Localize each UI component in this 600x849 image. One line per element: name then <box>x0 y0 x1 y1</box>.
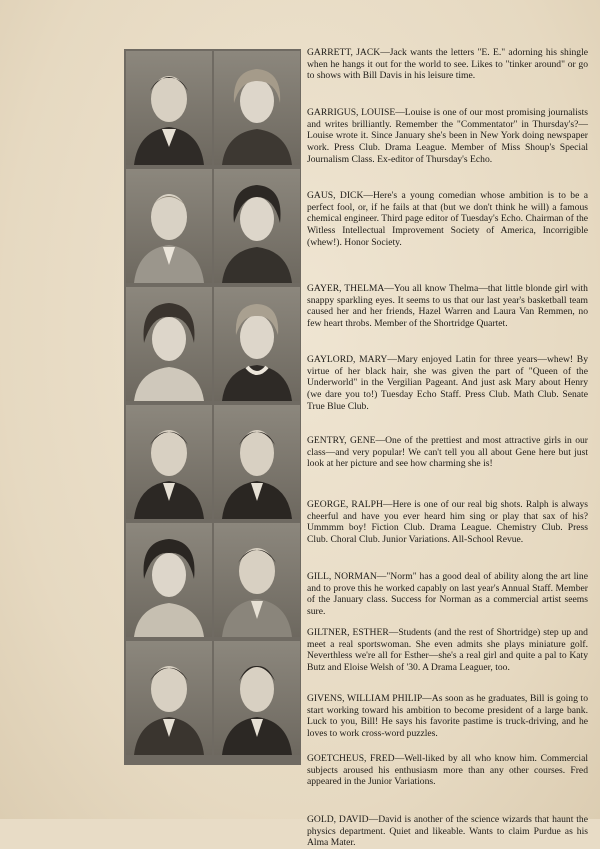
biography-entry: GAUS, DICK—Here's a young comedian whose ambition is to be a perfect fool, or, if he fails at that (but we don't think he will) a famous chemical engineer. Third page editor of Tuesday's Echo. Chairman of the Witless Intellectual Improvement Society of America, Incorrigible (whew!). Honor Society. <box>307 190 588 248</box>
biography-entry: GOETCHEUS, FRED—Well-liked by all who know him. Commercial subjects aroused his enthusiasm more than any other courses. Fred appeared in the Junior Variations. <box>307 753 588 788</box>
biography-entry: GARRETT, JACK—Jack wants the letters "E. E." adorning his shingle when he hangs it out for the world to see. Likes to "tinker around" or go to shows with Bill Davis in his leisure time. <box>307 47 589 82</box>
student-name: GILTNER, ESTHER <box>307 627 389 638</box>
portrait-photo <box>126 523 212 637</box>
biography-text: Jack wants the letters "E. E." adorning his shingle when he hangs it out for the world to see. Likes to "tinker around" or go to shows with Bill Davis in his leisure time. <box>307 47 589 82</box>
biography-entry: GIVENS, WILLIAM PHILIP—As soon as he graduates, Bill is going to start working toward his ambition to become president of a large bank. Luck to you, Bill! He says his favorite pastime is truck-driving, and he loves to work cross-word puzzles. <box>307 693 589 740</box>
portrait-photo <box>126 405 212 519</box>
biography-text: Well-liked by all who know him. Commercial subjects aroused his enthusiasm more than any other courses. Fred appeared in the Junior Variations. <box>307 753 588 788</box>
student-name: GOETCHEUS, FRED <box>307 753 395 764</box>
portrait-photo <box>214 523 300 637</box>
biography-entry: GILL, NORMAN—"Norm" has a good deal of ability along the art line and to prove this he worked capably on last year's Annual Staff. Member of the January class. Success for Norman as a commercial artist seems sure. <box>307 571 588 618</box>
biography-text: You all know Thelma—that little blonde girl with snappy sparkling eyes. It seems to us that our last year's basketball team caused her and her friends, Hazel Warren and Laura Van Remmen, no few heart throbs. Member of the Shortridge Quartet. <box>307 283 588 330</box>
biography-entry: GAYER, THELMA—You all know Thelma—that little blonde girl with snappy sparkling eyes. It seems to us that our last year's basketball team caused her and her friends, Hazel Warren and Laura Van Remmen, no few heart throbs. Member of the Shortridge Quartet. <box>307 283 588 330</box>
biography-entry: GILTNER, ESTHER—Students (and the rest of Shortridge) step up and meet a real sportswoman. She even admits she plays miniature golf. Neverthless we're all for Esther—she's a real girl and quite a pal to Katy Butz and Eloise Welsh of '30. A Drama Leaguer, too. <box>307 627 588 674</box>
portrait-photo <box>214 287 300 401</box>
student-name: GARRETT, JACK <box>307 47 381 58</box>
portrait-photo <box>214 169 300 283</box>
biography-entry: GARRIGUS, LOUISE—Louise is one of our most promising journalists and writes brilliantly. Remember the "Commentator" in Thursday's?—Louise wrote it. Since January she's been in New York doing newspaper work. Press Club. Drama League. Member of Miss Shoup's Special Journalism Class. Ex-editor of Thursday's Echo. <box>307 107 588 165</box>
portrait-photo <box>126 51 212 165</box>
biography-entry: GEORGE, RALPH—Here is one of our real big shots. Ralph is always cheerful and have you ever heard him sing or play that sax of his? Ummmm boy! Fiction Club. Drama League. Chemistry Club. Press Club. Choral Club. Junior Variations. All-School Revue. <box>307 499 588 546</box>
biography-text: David is another of the science wizards that haunt the physics department. Quiet and likeable. Wants to claim Purdue as his Alma Mater. <box>307 814 588 849</box>
biography-text: Mary enjoyed Latin for three years—whew! By virtue of her black hair, she was given the part of "Queen of the Underworld" in the Vergilian Pageant. And just ask Mary about Henry (we dare you to!) Tuesday Echo Staff. Press Club. Math Club. Senate True Blue Club. <box>307 354 588 412</box>
portrait-photo <box>126 287 212 401</box>
portrait-photo <box>214 405 300 519</box>
student-name: GEORGE, RALPH <box>307 499 383 510</box>
student-name: GOLD, DAVID <box>307 814 369 825</box>
biography-text: "Norm" has a good deal of ability along the art line and to prove this he worked capably on last year's Annual Staff. Member of the January class. Success for Norman as a commercial artist seems sure. <box>307 571 588 618</box>
biography-text: As soon as he graduates, Bill is going to start working toward his ambition to become president of a large bank. Luck to you, Bill! He says his favorite pastime is truck-driving, and he loves to work cross-word puzzles. <box>307 693 589 740</box>
portrait-photo <box>214 641 300 755</box>
portrait-photo <box>214 51 300 165</box>
student-name: GAUS, DICK <box>307 190 364 201</box>
student-name: GENTRY, GENE <box>307 435 376 446</box>
biography-entry: GAYLORD, MARY—Mary enjoyed Latin for three years—whew! By virtue of her black hair, she was given the part of "Queen of the Underworld" in the Vergilian Pageant. And just ask Mary about Henry (we dare you to!) Tuesday Echo Staff. Press Club. Math Club. Senate True Blue Club. <box>307 354 588 412</box>
biography-text: One of the prettiest and most attractive girls in our class—and very popular! We can't tell you all about Gene here but just look at her picture and see how charming she is! <box>307 435 588 470</box>
biography-entry: GOLD, DAVID—David is another of the science wizards that haunt the physics department. Quiet and likeable. Wants to claim Purdue as his Alma Mater. <box>307 814 588 849</box>
student-name: GAYER, THELMA <box>307 283 385 294</box>
student-name: GAYLORD, MARY <box>307 354 388 365</box>
portrait-photo <box>126 641 212 755</box>
biography-text: Louise is one of our most promising journalists and writes brilliantly. Remember the "Commentator" in Thursday's?—Louise wrote it. Since January she's been in New York doing newspaper work. Press Club. Drama League. Member of Miss Shoup's Special Journalism Class. Ex-editor of Thursday's Echo. <box>307 107 588 165</box>
portrait-photo <box>126 169 212 283</box>
biography-text: Here is one of our real big shots. Ralph is always cheerful and have you ever heard him sing or play that sax of his? Ummmm boy! Fiction Club. Drama League. Chemistry Club. Press Club. Choral Club. Junior Variations. All-School Revue. <box>307 499 588 546</box>
biography-text: Here's a young comedian whose ambition is to be a perfect fool, or, if he fails at that (but we don't think he will) a famous chemical engineer. Third page editor of Tuesday's Echo. Chairman of the Witless Intellectual Improvement Society of America, Incorrigible (whew!). Honor Society. <box>307 190 588 248</box>
biography-text: Students (and the rest of Shortridge) step up and meet a real sportswoman. She even admits she plays miniature golf. Neverthless we're all for Esther—she's a real girl and quite a pal to Katy Butz and Eloise Welsh of '30. A Drama Leaguer, too. <box>307 627 588 674</box>
biography-entry: GENTRY, GENE—One of the prettiest and most attractive girls in our class—and very popular! We can't tell you all about Gene here but just look at her picture and see how charming she is! <box>307 435 588 470</box>
portrait-grid <box>124 49 301 765</box>
student-name: GIVENS, WILLIAM PHILIP <box>307 693 423 704</box>
student-name: GARRIGUS, LOUISE <box>307 107 396 118</box>
student-name: GILL, NORMAN <box>307 571 377 582</box>
